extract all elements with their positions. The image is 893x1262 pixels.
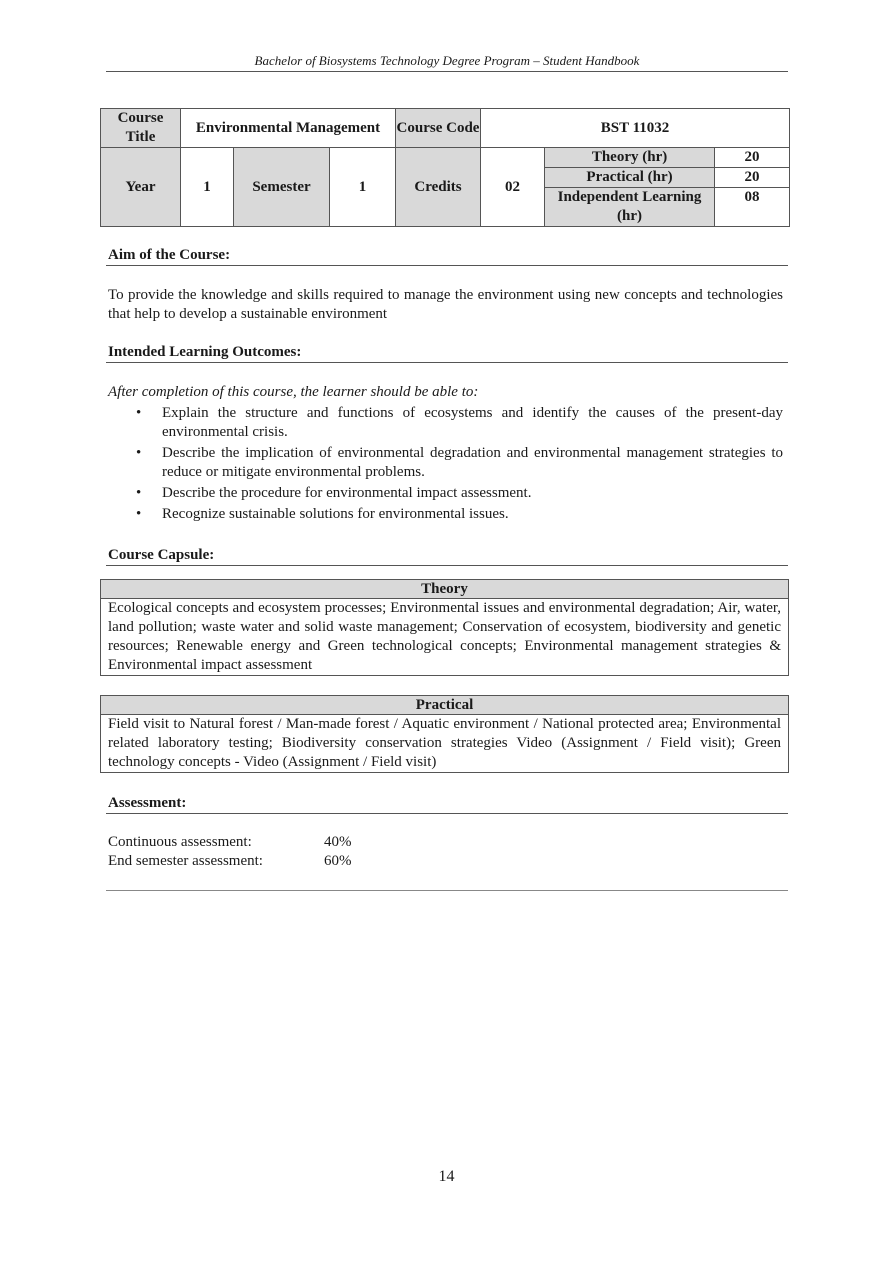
theory-text: Ecological concepts and ecosystem processes; Environmental issues and environmental degradation; Air, water, land pollution; waste water and solid waste management; Conservation of ecosystem, biodiversity and genetic resources; Renewable energy and Green technological concepts; Environmental management strategies & Environmental impact assessment (108, 600, 781, 673)
practical-text: Field visit to Natural forest / Man-made forest / Aquatic environment / National protected area; Environmental related laboratory testing; Biodiversity conservation strategies Video (Assignment / Field visit); Green technology concepts - Video (Assignment / Field visit) (108, 716, 781, 770)
theory-box (100, 579, 789, 676)
outcome-text: Describe the implication of environmental degradation and environmental management strategies to reduce or mitigate environmental problems. (162, 445, 783, 480)
page-number: 14 (438, 1168, 455, 1185)
outcomes-rule (106, 362, 788, 363)
outcome-item (108, 484, 783, 503)
assessment-value: 40% (324, 834, 352, 850)
credits-label: Credits (396, 148, 481, 227)
outcome-item (108, 404, 783, 442)
outcome-text: Explain the structure and functions of ecosystems and identify the causes of the present-day environmental crisis. (162, 405, 783, 440)
course-title-label: Course Title (101, 109, 181, 148)
assessment-label: End semester assessment: (108, 853, 263, 869)
year-value: 1 (181, 148, 234, 227)
course-code-label: Course Code (396, 109, 481, 148)
capsule-heading: Course Capsule: (108, 547, 215, 563)
outcomes-heading: Intended Learning Outcomes: (108, 344, 302, 360)
outcome-item (108, 444, 783, 482)
practical-title: Practical (101, 696, 788, 715)
bullet-icon: • (136, 445, 142, 461)
assessment-end-rule (106, 890, 788, 891)
theory-hours-value: 20 (715, 148, 790, 168)
course-info-table (100, 108, 790, 227)
aim-text: To provide the knowledge and skills required to manage the environment using new concepts and technologies that help to develop a sustainable environment (108, 287, 783, 322)
aim-rule (106, 265, 788, 266)
practical-hours-label: Practical (hr) (545, 168, 715, 188)
theory-title: Theory (101, 580, 788, 599)
aim-heading: Aim of the Course: (108, 247, 231, 263)
outcomes-list (108, 404, 783, 526)
bullet-icon: • (136, 405, 142, 421)
assessment-row (108, 833, 352, 852)
course-title-value: Environmental Management (181, 109, 396, 148)
semester-value: 1 (330, 148, 396, 227)
assessment-rule (106, 813, 788, 814)
header-rule (106, 71, 788, 72)
assessment-label: Continuous assessment: (108, 834, 252, 850)
practical-box (100, 695, 789, 773)
outcomes-intro: After completion of this course, the learner should be able to: (108, 384, 479, 400)
theory-hours-label: Theory (hr) (545, 148, 715, 168)
course-code-value: BST 11032 (481, 109, 790, 148)
outcome-text: Recognize sustainable solutions for environmental issues. (162, 506, 509, 522)
bullet-icon: • (136, 485, 142, 501)
assessment-row (108, 852, 352, 871)
semester-label: Semester (234, 148, 330, 227)
credits-value: 02 (481, 148, 545, 227)
independent-learning-label: Independent Learning (hr) (545, 188, 715, 227)
bullet-icon: • (136, 506, 142, 522)
outcome-text: Describe the procedure for environmental impact assessment. (162, 485, 532, 501)
practical-hours-value: 20 (715, 168, 790, 188)
year-label: Year (101, 148, 181, 227)
running-header: Bachelor of Biosystems Technology Degree Program – Student Handbook (254, 53, 640, 68)
assessment-heading: Assessment: (108, 795, 187, 811)
independent-learning-value: 08 (715, 188, 790, 227)
outcome-item (108, 505, 783, 524)
capsule-rule (106, 565, 788, 566)
assessment-value: 60% (324, 853, 352, 869)
